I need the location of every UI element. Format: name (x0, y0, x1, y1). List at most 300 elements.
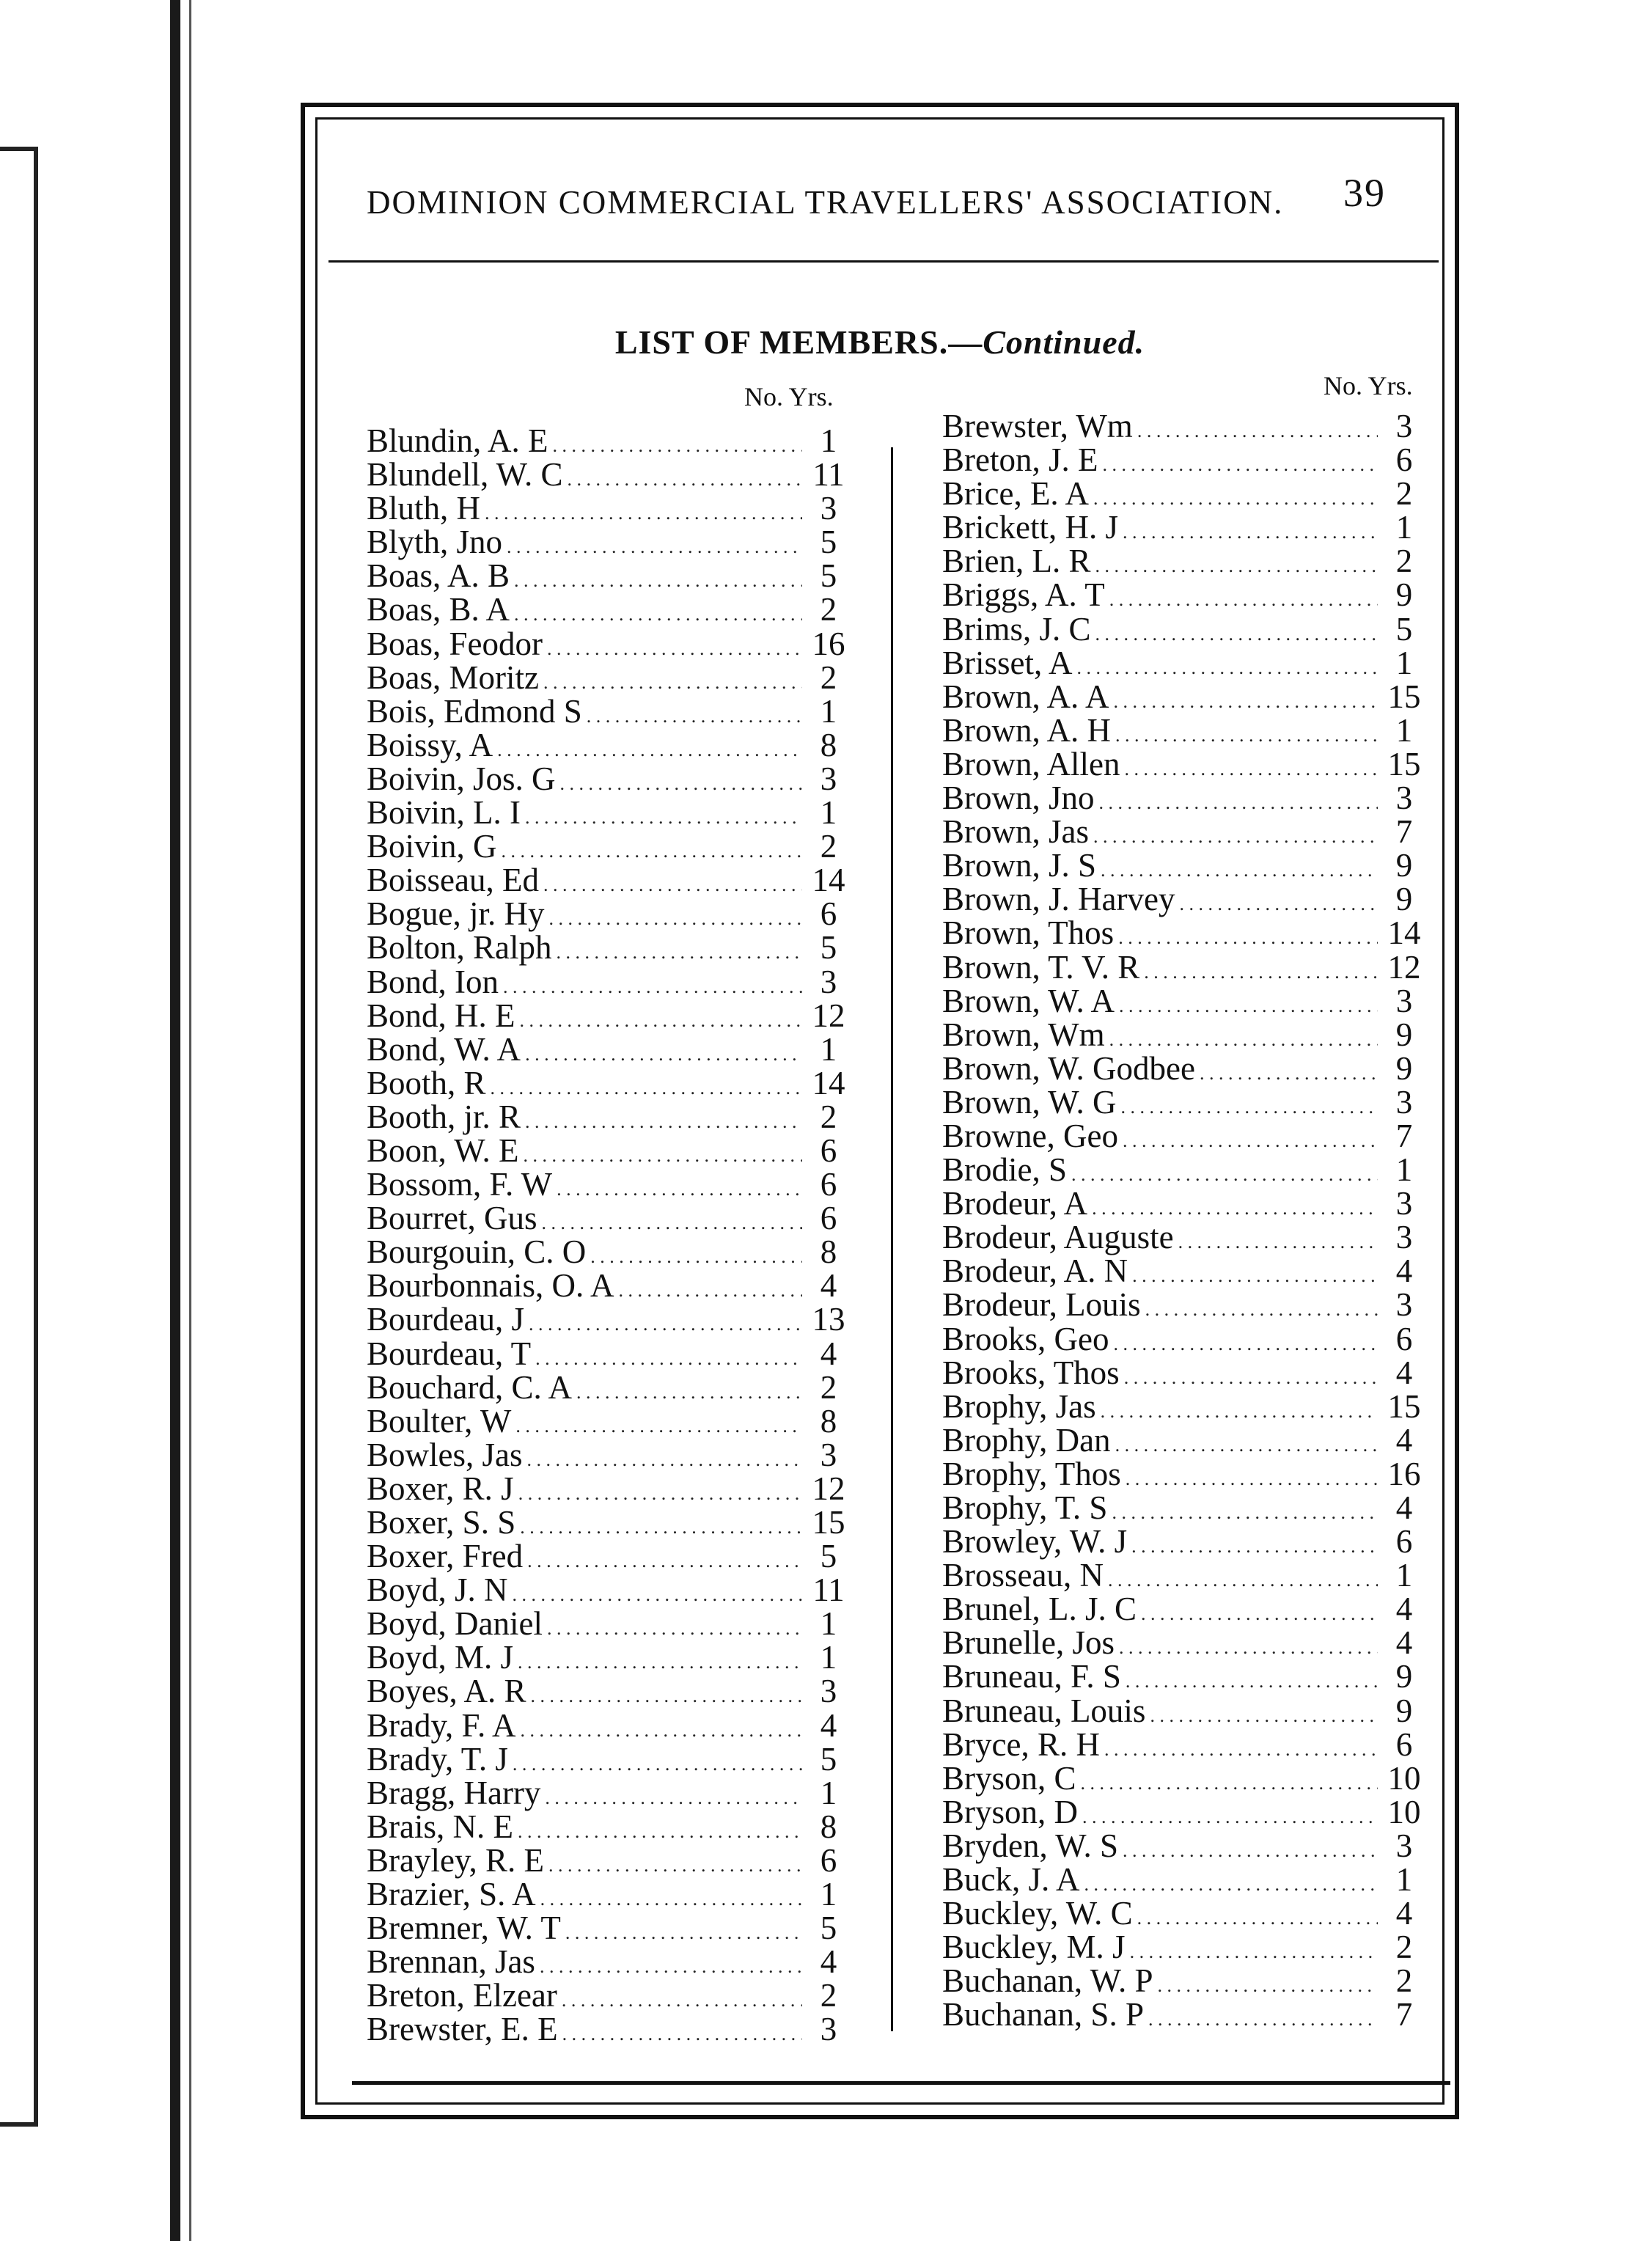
dot-leader (515, 1402, 802, 1440)
member-row (367, 1335, 851, 1372)
member-years: 5 (820, 1740, 837, 1778)
dot-leader (1095, 542, 1378, 580)
dot-leader (1123, 1117, 1378, 1155)
member-name: Breton, J. E (942, 441, 1098, 479)
member-row (942, 1692, 1426, 1729)
page-number: 39 (1343, 171, 1386, 215)
member-name: Brewster, E. E (367, 2011, 558, 2048)
member-years: 14 (812, 1064, 845, 1101)
dot-leader (1158, 1962, 1378, 2000)
member-name: Brown, Jas (942, 813, 1089, 851)
member-years: 3 (1395, 1827, 1413, 1864)
column-divider (891, 447, 893, 2031)
dot-leader (541, 1199, 802, 1237)
member-name: Brisset, A (942, 644, 1073, 681)
member-years: 5 (820, 929, 837, 967)
dot-leader (1132, 1252, 1378, 1290)
member-name: Bowles, Jas (367, 1436, 523, 1473)
member-years: 2 (820, 828, 837, 865)
member-name: Brunel, L. J. C (942, 1591, 1137, 1628)
member-name: Bruneau, Louis (942, 1692, 1146, 1729)
dot-leader (525, 1030, 802, 1068)
dot-leader (513, 1571, 802, 1609)
member-years: 3 (1395, 1185, 1413, 1222)
member-years: 16 (1387, 1455, 1421, 1492)
member-row (942, 1489, 1426, 1526)
member-name: Breton, Elzear (367, 1977, 557, 2014)
right-column-header: No. Yrs. (1324, 371, 1413, 400)
running-header (323, 154, 1437, 235)
member-name: Bourbonnais, O. A (367, 1267, 614, 1305)
member-row (367, 1841, 851, 1879)
member-name: Bryden, W. S (942, 1827, 1119, 1864)
member-years: 15 (1387, 678, 1421, 715)
member-name: Brodeur, A. N (942, 1252, 1128, 1290)
member-years: 2 (820, 659, 837, 696)
member-years: 3 (820, 760, 837, 797)
member-years: 4 (820, 1335, 837, 1372)
member-years: 1 (1395, 509, 1413, 546)
member-row (942, 1285, 1426, 1324)
member-row (942, 880, 1426, 918)
dot-leader (1148, 1995, 1378, 2033)
member-name: Brickett, H. J (942, 509, 1118, 546)
member-name: Boyd, Daniel (367, 1605, 543, 1643)
dot-leader (1126, 1455, 1378, 1493)
member-row (367, 523, 851, 561)
member-name: Brodeur, A (942, 1185, 1088, 1222)
member-name: Brophy, T. S (942, 1489, 1108, 1526)
dot-leader (531, 1672, 802, 1710)
member-name: Bouchard, C. A (367, 1368, 572, 1406)
member-name: Bremner, W. T (367, 1910, 561, 1947)
member-years: 3 (1395, 982, 1413, 1019)
member-years: 8 (820, 1402, 837, 1439)
member-name: Brais, N. E (367, 1808, 513, 1845)
member-name: Brady, F. A (367, 1706, 516, 1744)
dot-leader (576, 1368, 802, 1406)
member-years: 6 (820, 1841, 837, 1879)
member-years: 2 (820, 591, 837, 628)
member-years: 1 (1395, 711, 1413, 749)
member-name: Brims, J. C (942, 610, 1091, 648)
member-name: Boivin, Jos. G (367, 760, 556, 797)
dot-leader (549, 895, 803, 933)
member-years: 5 (1395, 610, 1413, 648)
member-years: 1 (1395, 644, 1413, 681)
member-years: 4 (1395, 1895, 1413, 1932)
member-row (367, 997, 851, 1034)
member-years: 15 (1387, 1387, 1421, 1425)
member-years: 1 (820, 1030, 837, 1068)
member-years: 1 (820, 422, 837, 459)
dot-leader (503, 963, 802, 1001)
dot-leader (535, 1335, 802, 1373)
dot-leader (1130, 1928, 1378, 1966)
member-row (942, 1657, 1426, 1695)
dot-leader (529, 1300, 802, 1338)
member-row (367, 1943, 851, 1981)
dot-leader (518, 1808, 802, 1846)
dot-leader (1118, 914, 1378, 952)
member-row (942, 474, 1426, 513)
member-years: 9 (1395, 1658, 1413, 1695)
member-name: Browley, W. J (942, 1523, 1128, 1560)
member-name: Brown, A. A (942, 678, 1109, 715)
member-years: 5 (820, 524, 837, 561)
member-years: 9 (1395, 1016, 1413, 1053)
member-name: Boulter, W (367, 1402, 512, 1439)
member-name: Briggs, A. T (942, 576, 1105, 614)
dot-leader (1123, 508, 1378, 546)
member-name: Bluth, H (367, 490, 481, 527)
member-row (367, 1266, 851, 1305)
member-row (367, 1808, 851, 1845)
member-name: Boyes, A. R (367, 1673, 526, 1710)
member-years: 6 (1395, 1725, 1413, 1763)
member-years: 4 (1395, 1252, 1413, 1290)
dot-leader (547, 625, 802, 663)
member-row (942, 1218, 1426, 1256)
member-row (942, 1860, 1426, 1899)
dot-leader (1082, 1793, 1378, 1831)
dot-leader (507, 523, 802, 561)
dot-leader (1179, 880, 1378, 918)
member-years: 12 (812, 1470, 845, 1507)
member-name: Brown, Jno (942, 780, 1095, 817)
member-years: 3 (820, 1673, 837, 1710)
member-years: 7 (1395, 1117, 1413, 1154)
member-years: 9 (1395, 881, 1413, 918)
dot-leader (520, 997, 803, 1035)
member-name: Bond, Ion (367, 963, 499, 1000)
dot-leader (1144, 948, 1378, 986)
member-years: 8 (820, 726, 837, 763)
dot-leader (1077, 644, 1378, 682)
member-row (942, 813, 1426, 851)
member-years: 6 (1395, 1320, 1413, 1357)
member-years: 2 (820, 1977, 837, 2014)
member-row (942, 1184, 1426, 1222)
member-years: 9 (1395, 847, 1413, 884)
member-name: Brown, Wm (942, 1016, 1105, 1053)
dot-leader (520, 1503, 802, 1541)
dot-leader (565, 1909, 802, 1947)
right-member-column (942, 407, 1426, 2033)
member-name: Bossom, F. W (367, 1166, 553, 1203)
member-row (367, 1233, 851, 1271)
member-row (942, 1556, 1426, 1594)
member-row (367, 861, 851, 899)
member-row (367, 793, 851, 832)
member-row (367, 1436, 851, 1473)
member-name: Boisseau, Ed (367, 862, 539, 899)
header-rule (328, 260, 1439, 263)
list-title-continued: Continued. (983, 323, 1145, 361)
member-row (367, 895, 851, 933)
dot-leader (1099, 779, 1378, 817)
member-years: 1 (820, 794, 837, 832)
left-column-header: No. Yrs. (744, 382, 834, 411)
dot-leader (1125, 745, 1378, 783)
member-row (942, 711, 1426, 749)
member-row (942, 1455, 1426, 1492)
member-row (367, 1672, 851, 1710)
member-years: 6 (820, 1131, 837, 1169)
member-name: Brown, Thos (942, 914, 1115, 952)
member-name: Bruneau, F. S (942, 1658, 1121, 1695)
member-name: Brown, T. V. R (942, 948, 1140, 986)
member-name: Buchanan, S. P (942, 1996, 1144, 2033)
member-name: Brooks, Geo (942, 1320, 1109, 1357)
member-years: 11 (812, 456, 845, 494)
member-row (367, 1604, 851, 1643)
dot-leader (1113, 1320, 1378, 1358)
member-name: Buchanan, W. P (942, 1962, 1153, 2000)
member-row (942, 1117, 1426, 1154)
member-row (942, 846, 1426, 884)
member-years: 3 (820, 2011, 837, 2048)
dot-leader (1124, 1354, 1378, 1392)
member-row (367, 928, 851, 967)
member-years: 3 (1395, 780, 1413, 817)
member-name: Brazier, S. A (367, 1876, 536, 1913)
dot-leader (1145, 1285, 1378, 1324)
dot-leader (560, 760, 802, 798)
member-row (942, 1624, 1426, 1662)
dot-leader (1114, 678, 1378, 716)
dot-leader (540, 1943, 802, 1981)
dot-leader (485, 489, 802, 527)
member-row (367, 1064, 851, 1101)
member-row (367, 2010, 851, 2048)
dot-leader (1137, 407, 1378, 445)
member-years: 8 (820, 1233, 837, 1271)
member-name: Bolton, Ralph (367, 929, 552, 967)
member-years: 10 (1387, 1793, 1421, 1830)
dot-leader (491, 1064, 802, 1102)
member-years: 16 (812, 625, 845, 662)
member-name: Brown, W. A (942, 982, 1115, 1019)
member-row (367, 1165, 851, 1203)
member-years: 15 (1387, 745, 1421, 782)
member-row (942, 1995, 1426, 2033)
member-name: Boxer, R. J (367, 1470, 514, 1507)
member-row (942, 914, 1426, 952)
member-row (367, 827, 851, 865)
member-row (942, 1421, 1426, 1459)
dot-leader (525, 1098, 802, 1136)
member-name: Bragg, Harry (367, 1774, 541, 1811)
dot-leader (1084, 1860, 1378, 1899)
member-row (942, 1320, 1426, 1357)
dot-leader (557, 928, 802, 967)
member-row (942, 644, 1426, 681)
dot-leader (1200, 1049, 1378, 1088)
member-name: Bryson, D (942, 1793, 1079, 1830)
member-row (367, 455, 851, 494)
dot-leader (1115, 1421, 1378, 1459)
running-header-title: DOMINION COMMERCIAL TRAVELLERS' ASSOCIATION. (367, 184, 1284, 221)
bottom-rule (352, 2081, 1450, 2085)
member-years: 4 (820, 1706, 837, 1744)
dot-leader (1109, 1016, 1378, 1054)
dot-leader (1095, 610, 1378, 648)
member-row (942, 542, 1426, 580)
member-row (942, 610, 1426, 648)
dot-leader (1108, 1556, 1378, 1594)
member-name: Brown, W. Godbee (942, 1049, 1195, 1087)
member-years: 5 (820, 557, 837, 595)
member-years: 1 (1395, 1151, 1413, 1189)
member-name: Boivin, L. I (367, 794, 521, 832)
member-row (942, 1049, 1426, 1087)
list-title (0, 323, 1652, 362)
member-row (942, 1590, 1426, 1628)
member-years: 4 (1395, 1421, 1413, 1459)
member-years: 3 (820, 963, 837, 1000)
member-years: 9 (1395, 1049, 1413, 1087)
dot-leader (1101, 846, 1378, 884)
member-row (367, 1875, 851, 1913)
member-years: 2 (820, 1368, 837, 1406)
dot-leader (1093, 474, 1378, 513)
member-row (367, 692, 851, 730)
dot-leader (553, 422, 802, 460)
member-years: 5 (820, 1538, 837, 1575)
member-name: Bourdeau, J (367, 1301, 524, 1338)
member-years: 6 (1395, 1523, 1413, 1560)
member-years: 6 (820, 1200, 837, 1237)
dot-leader (1141, 1590, 1378, 1628)
dot-leader (513, 1740, 802, 1778)
dot-leader (543, 659, 802, 697)
member-years: 1 (820, 1639, 837, 1676)
member-name: Brophy, Dan (942, 1421, 1111, 1459)
member-row (942, 1962, 1426, 2000)
member-name: Brophy, Thos (942, 1455, 1121, 1492)
dot-leader (568, 455, 802, 494)
member-row (942, 745, 1426, 782)
member-name: Bogue, jr. Hy (367, 895, 545, 933)
member-years: 2 (1395, 475, 1413, 513)
dot-leader (502, 827, 802, 865)
member-row (942, 508, 1426, 546)
member-years: 14 (1387, 914, 1421, 952)
member-row (367, 1976, 851, 2014)
member-name: Brayley, R. E (367, 1841, 545, 1879)
member-row (942, 441, 1426, 479)
member-years: 6 (820, 1166, 837, 1203)
member-years: 6 (820, 895, 837, 933)
dot-leader (1137, 1894, 1378, 1932)
member-row (942, 1894, 1426, 1932)
member-row (367, 422, 851, 459)
dot-leader (1123, 1827, 1378, 1865)
member-name: Boon, W. E (367, 1131, 519, 1169)
member-name: Brady, T. J (367, 1740, 508, 1778)
member-years: 11 (812, 1571, 845, 1609)
member-name: Booth, jr. R (367, 1098, 521, 1135)
member-row (942, 678, 1426, 715)
member-years: 5 (820, 1910, 837, 1947)
member-row (942, 1387, 1426, 1425)
dot-leader (545, 1774, 802, 1812)
member-name: Boxer, S. S (367, 1504, 516, 1541)
member-row (942, 407, 1426, 444)
member-name: Boas, B. A (367, 591, 510, 628)
dot-leader (1102, 441, 1378, 479)
dot-leader (525, 793, 802, 832)
member-years: 9 (1395, 1692, 1413, 1729)
member-row (942, 948, 1426, 986)
member-years: 8 (820, 1808, 837, 1845)
dot-leader (1150, 1692, 1378, 1730)
dot-leader (619, 1266, 803, 1305)
member-years: 4 (820, 1943, 837, 1981)
member-name: Boas, A. B (367, 557, 510, 595)
dot-leader (543, 861, 802, 899)
member-row (367, 590, 851, 628)
member-name: Boyd, J. N (367, 1571, 508, 1609)
member-name: Brunelle, Jos (942, 1624, 1115, 1662)
member-row (367, 1740, 851, 1778)
dot-leader (1115, 711, 1378, 749)
member-name: Boivin, G (367, 828, 497, 865)
member-name: Buckley, M. J (942, 1929, 1126, 1966)
member-row (367, 760, 851, 797)
member-years: 1 (820, 1876, 837, 1913)
member-row (367, 1030, 851, 1068)
dot-leader (557, 1165, 802, 1203)
member-row (942, 1759, 1426, 1797)
list-title-main: LIST OF MEMBERS.— (614, 323, 983, 361)
member-row (367, 1131, 851, 1169)
dot-leader (1093, 813, 1378, 851)
member-row (942, 1793, 1426, 1830)
member-years: 2 (1395, 543, 1413, 580)
member-years: 13 (812, 1301, 845, 1338)
member-row (367, 1503, 851, 1541)
dot-leader (547, 1604, 802, 1643)
member-years: 2 (1395, 1929, 1413, 1966)
member-name: Brooks, Thos (942, 1354, 1120, 1391)
member-row (942, 779, 1426, 817)
member-row (367, 963, 851, 1000)
member-name: Brodeur, Louis (942, 1286, 1141, 1324)
member-row (367, 557, 851, 595)
member-row (367, 1368, 851, 1406)
dot-leader (518, 1470, 802, 1508)
member-years: 3 (820, 1436, 837, 1473)
dot-leader (562, 2010, 802, 2048)
dot-leader (1092, 1184, 1378, 1222)
member-name: Boas, Feodor (367, 625, 543, 662)
member-name: Boas, Moritz (367, 659, 539, 696)
dot-leader (527, 1436, 803, 1474)
member-name: Browne, Geo (942, 1117, 1118, 1154)
dot-leader (1081, 1759, 1378, 1797)
member-name: Brice, E. A (942, 475, 1089, 513)
member-name: Brosseau, N (942, 1557, 1104, 1594)
member-years: 4 (1395, 1591, 1413, 1628)
member-years: 3 (1395, 1219, 1413, 1256)
member-years: 7 (1395, 1996, 1413, 2033)
member-row (942, 1827, 1426, 1864)
dot-leader (497, 726, 802, 764)
member-name: Brown, J. S (942, 847, 1097, 884)
member-years: 9 (1395, 576, 1413, 614)
